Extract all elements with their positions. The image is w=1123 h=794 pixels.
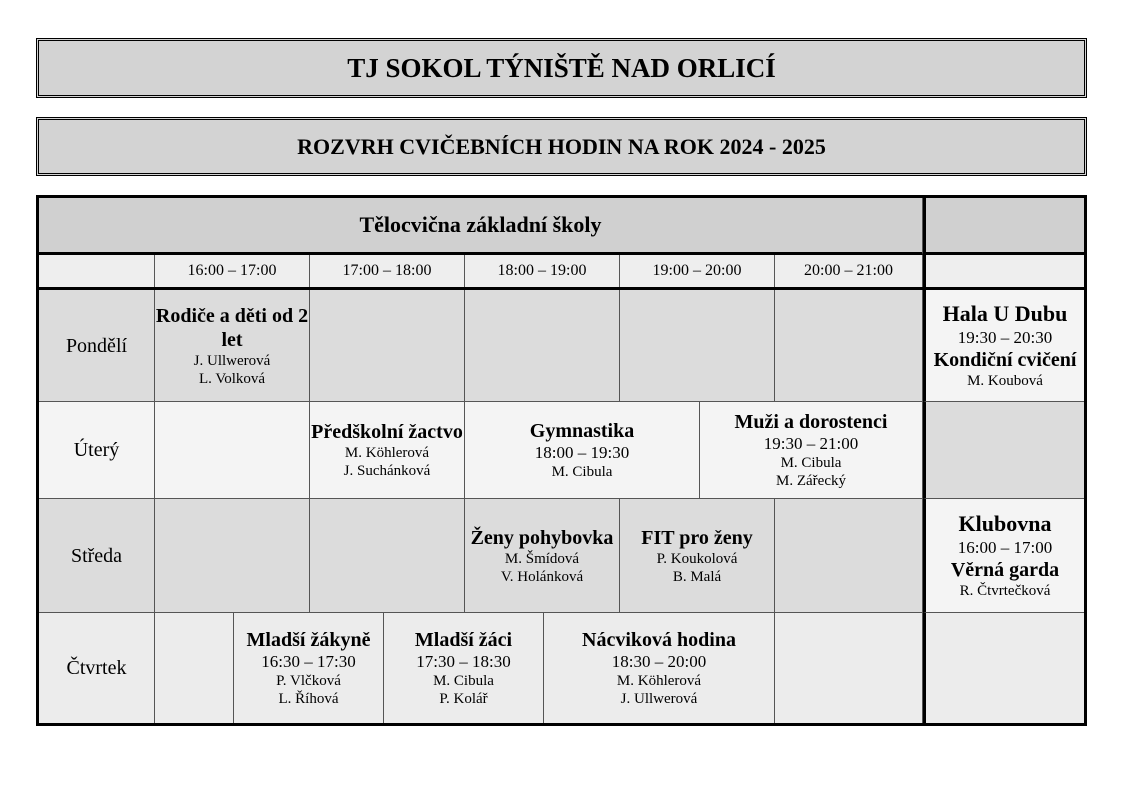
instructor: J. Ullwerová — [193, 352, 271, 369]
instructor: R. Čtvrtečková — [959, 582, 1051, 599]
time-slot-header: 18:00 – 19:00 — [465, 255, 620, 288]
club-title-banner — [36, 38, 1087, 98]
club-title: TJ SOKOL TÝNIŠTĚ NAD ORLICÍ — [347, 52, 776, 83]
activity-zeny-pohybovka — [465, 499, 620, 613]
instructor: P. Koukolová — [656, 550, 738, 567]
activity-name: Mladší žákyně — [246, 628, 371, 651]
empty-slot — [620, 290, 775, 402]
empty-slot — [775, 499, 923, 613]
activity-muzi-dorostenci — [700, 402, 923, 499]
instructor: M. Zářecký — [776, 473, 846, 490]
activity-name: Mladší žáci — [414, 628, 513, 651]
venue-klubovna — [923, 499, 1084, 613]
activity-nacvikova-hodina — [544, 613, 775, 723]
empty-slot — [465, 290, 620, 402]
instructor: M. Cibula — [551, 464, 613, 481]
instructor: M. Šmídová — [504, 550, 580, 567]
schedule-subtitle-banner — [36, 117, 1087, 176]
activity-gymnastika — [465, 402, 700, 499]
venue-empty — [923, 613, 1084, 723]
empty-slot — [310, 499, 465, 613]
hall-header — [39, 198, 923, 255]
activity-time: 19:30 – 21:00 — [763, 433, 859, 453]
instructor: M. Cibula — [433, 673, 494, 690]
instructor: P. Vlčková — [276, 673, 341, 690]
hall-name: Tělocvična základní školy — [359, 211, 602, 237]
activity-predskolni — [310, 402, 465, 499]
venue-name: Hala U Dubu — [942, 301, 1068, 327]
empty-slot — [155, 499, 310, 613]
activity-time: 18:00 – 19:30 — [534, 442, 630, 462]
activity-time: 18:30 – 20:00 — [611, 651, 707, 671]
activity-time: 16:30 – 17:30 — [261, 651, 356, 671]
venue-name: Klubovna — [958, 511, 1052, 537]
activity-name: Kondiční cvičení — [933, 348, 1077, 371]
empty-slot — [310, 290, 465, 402]
venue-empty — [923, 402, 1084, 499]
activity-name: Předškolní žactvo — [311, 421, 463, 443]
schedule-subtitle: ROZVRH CVIČEBNÍCH HODIN NA ROK 2024 - 2025 — [297, 133, 826, 159]
activity-name: Muži a dorostenci — [734, 410, 888, 433]
instructor: M. Köhlerová — [616, 673, 702, 690]
activity-mladsi-zakyne — [234, 613, 384, 723]
activity-time: 19:30 – 20:30 — [957, 327, 1053, 347]
activity-name: Věrná garda — [950, 558, 1060, 581]
activity-time: 17:30 – 18:30 — [416, 651, 511, 671]
instructor: L. Říhová — [278, 691, 339, 708]
activity-name: FIT pro ženy — [641, 526, 753, 549]
activity-rodice-deti — [155, 290, 310, 402]
instructor: V. Holánková — [500, 568, 584, 585]
venue-header-empty — [923, 198, 1084, 255]
time-slot-header: 16:00 – 17:00 — [155, 255, 310, 288]
time-slot-header: 19:00 – 20:00 — [620, 255, 775, 288]
activity-name: Rodiče a děti od 2 let — [155, 304, 309, 351]
instructor: M. Köhlerová — [344, 445, 430, 461]
day-label-tuesday: Úterý — [39, 402, 155, 499]
venue-time-header-empty — [923, 255, 1084, 288]
instructor: M. Cibula — [780, 455, 842, 472]
activity-name: Gymnastika — [529, 419, 635, 442]
activity-name: Nácviková hodina — [582, 628, 736, 651]
instructor: M. Koubová — [967, 372, 1043, 389]
instructor: L. Volková — [198, 370, 266, 387]
time-header-corner — [39, 255, 155, 288]
day-label-monday: Pondělí — [39, 290, 155, 402]
activity-time: 16:00 – 17:00 — [957, 537, 1053, 557]
empty-slot — [775, 290, 923, 402]
activity-name: Ženy pohybovka — [470, 526, 614, 549]
instructor: J. Suchánková — [343, 463, 431, 479]
venue-hala-u-dubu — [923, 290, 1084, 402]
instructor: B. Malá — [672, 568, 722, 585]
instructor: J. Ullwerová — [620, 691, 698, 708]
instructor: P. Kolář — [439, 691, 488, 708]
schedule-table — [36, 195, 1087, 726]
activity-fit-pro-zeny — [620, 499, 775, 613]
time-slot-header: 20:00 – 21:00 — [775, 255, 923, 288]
empty-slot — [775, 613, 923, 723]
empty-slot — [155, 613, 234, 723]
day-label-thursday: Čtvrtek — [39, 613, 155, 723]
day-label-wednesday: Středa — [39, 499, 155, 613]
time-slot-header: 17:00 – 18:00 — [310, 255, 465, 288]
empty-slot — [155, 402, 310, 499]
activity-mladsi-zaci — [384, 613, 544, 723]
